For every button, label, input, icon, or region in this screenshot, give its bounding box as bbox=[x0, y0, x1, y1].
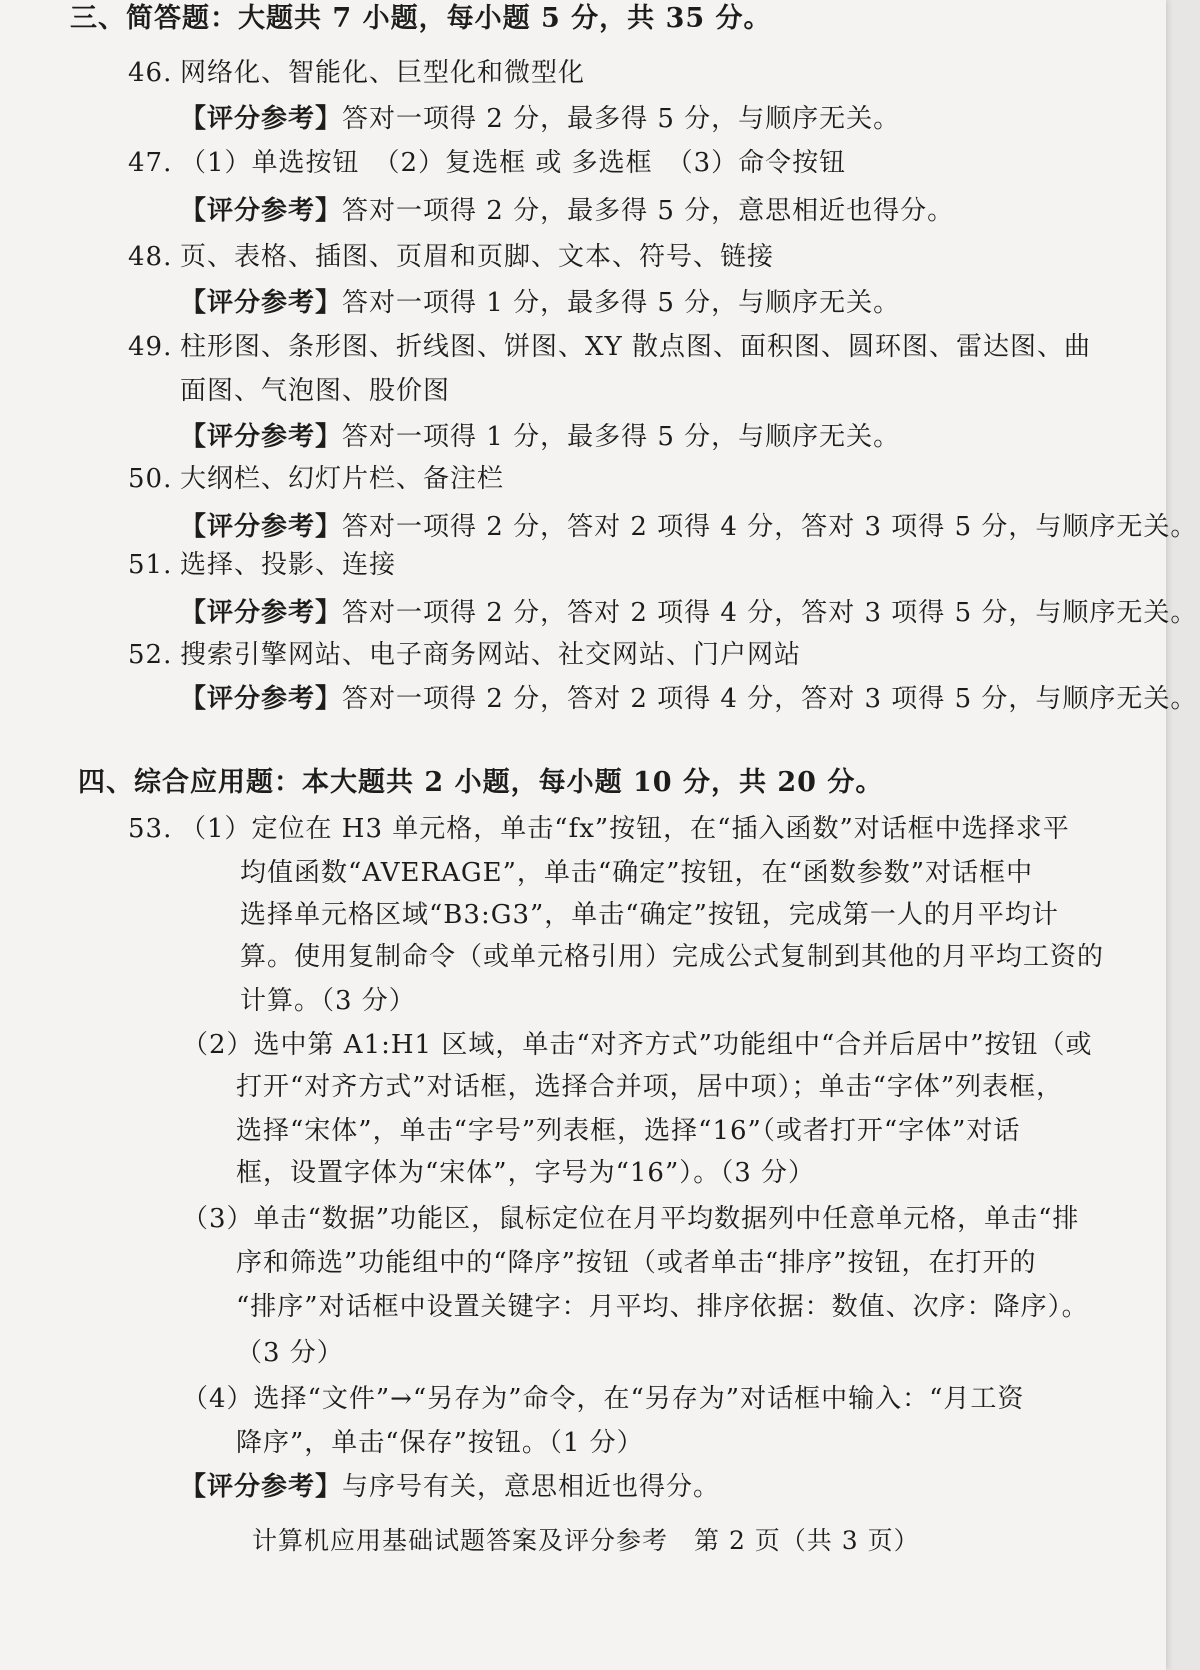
q51-scoring-reference bbox=[180, 596, 1197, 630]
q53-p4-line1: （4）选择“文件”→“另存为”命令，在“另存为”对话框中输入：“月工资 bbox=[182, 1384, 1025, 1414]
q49-number: 49. bbox=[128, 332, 173, 362]
q47-number: 47. bbox=[128, 148, 173, 178]
q53-p3-line4: （3 分） bbox=[236, 1338, 344, 1368]
q50-ref-label: 【评分参考】 bbox=[180, 512, 343, 542]
q48-number: 48. bbox=[128, 242, 173, 272]
q50-scoring-reference bbox=[180, 510, 1197, 544]
q53-p1-line2: 均值函数“AVERAGE”，单击“确定”按钮，在“函数参数”对话框中 bbox=[240, 858, 1034, 888]
q49-ref-text: 答对一项得 1 分，最多得 5 分，与顺序无关。 bbox=[342, 422, 901, 452]
q53-ref-label: 【评分参考】 bbox=[180, 1472, 343, 1502]
q53-number: 53. bbox=[128, 814, 173, 844]
q50-ref-text: 答对一项得 2 分，答对 2 项得 4 分，答对 3 项得 5 分，与顺序无关。 bbox=[342, 512, 1198, 542]
q53-ref-text: 与序号有关，意思相近也得分。 bbox=[342, 1472, 721, 1502]
q47-answer bbox=[128, 146, 846, 180]
q53-p1-line3: 选择单元格区域“B3:G3”，单击“确定”按钮，完成第一人的月平均计 bbox=[240, 900, 1059, 930]
q53-p2-line2: 打开“对齐方式”对话框，选择合并项，居中项）；单击“字体”列表框， bbox=[236, 1072, 1064, 1102]
q53-p3-line2: 序和筛选”功能组中的“降序”按钮（或者单击“排序”按钮，在打开的 bbox=[236, 1248, 1037, 1278]
q53-p1-line5: 计算。（3 分） bbox=[240, 986, 416, 1016]
q49-answer-line1 bbox=[128, 330, 1091, 364]
q53-p4-line2: 降序”，单击“保存”按钮。（1 分） bbox=[236, 1428, 644, 1458]
q51-answer-text: 选择、投影、连接 bbox=[180, 550, 397, 580]
q49-ref-label: 【评分参考】 bbox=[180, 422, 343, 452]
q50-answer-text: 大纲栏、幻灯片栏、备注栏 bbox=[180, 464, 505, 494]
q52-number: 52. bbox=[128, 640, 173, 670]
q51-ref-label: 【评分参考】 bbox=[180, 598, 343, 628]
q53-p1-text-1: （1）定位在 H3 单元格，单击“fx”按钮，在“插入函数”对话框中选择求平 bbox=[180, 814, 1070, 844]
q48-scoring-reference bbox=[180, 286, 900, 320]
q53-p2-line3: 选择“宋体”，单击“字号”列表框，选择“16”（或者打开“字体”对话 bbox=[236, 1116, 1021, 1146]
q51-number: 51. bbox=[128, 550, 173, 580]
q52-scoring-reference bbox=[180, 682, 1197, 716]
q46-answer-text: 网络化、智能化、巨型化和微型化 bbox=[180, 58, 586, 88]
q52-answer bbox=[128, 638, 801, 672]
q48-ref-label: 【评分参考】 bbox=[180, 288, 343, 318]
q46-number: 46. bbox=[128, 58, 173, 88]
q46-answer bbox=[128, 56, 585, 90]
section4-heading: 四、综合应用题：本大题共 2 小题，每小题 10 分，共 20 分。 bbox=[78, 767, 884, 798]
q46-scoring-reference bbox=[180, 102, 900, 136]
q53-p1-line1 bbox=[128, 812, 1070, 846]
q49-answer-text-1: 柱形图、条形图、折线图、饼图、XY 散点图、面积图、圆环图、雷达图、曲 bbox=[180, 332, 1091, 362]
q48-answer bbox=[128, 240, 774, 274]
q53-p2-line1: （2）选中第 A1:H1 区域，单击“对齐方式”功能组中“合并后居中”按钮（或 bbox=[182, 1030, 1093, 1060]
q47-answer-text: （1）单选按钮 （2）复选框 或 多选框 （3）命令按钮 bbox=[180, 148, 847, 178]
q53-p3-line3: “排序”对话框中设置关键字：月平均、排序依据：数值、次序：降序）。 bbox=[236, 1292, 1089, 1322]
q52-ref-label: 【评分参考】 bbox=[180, 684, 343, 714]
q53-p3-line1: （3）单击“数据”功能区，鼠标定位在月平均数据列中任意单元格，单击“排 bbox=[182, 1204, 1080, 1234]
q49-answer-line2: 面图、气泡图、股价图 bbox=[180, 376, 451, 406]
q50-answer bbox=[128, 462, 504, 496]
q53-p2-line4: 框，设置字体为“宋体”，字号为“16”）。（3 分） bbox=[236, 1158, 816, 1188]
q46-ref-text: 答对一项得 2 分，最多得 5 分，与顺序无关。 bbox=[342, 104, 901, 134]
q52-ref-text: 答对一项得 2 分，答对 2 项得 4 分，答对 3 项得 5 分，与顺序无关。 bbox=[342, 684, 1198, 714]
q47-ref-label: 【评分参考】 bbox=[180, 196, 343, 226]
q48-answer-text: 页、表格、插图、页眉和页脚、文本、符号、链接 bbox=[180, 242, 775, 272]
q51-answer bbox=[128, 548, 396, 582]
q53-p1-line4: 算。使用复制命令（或单元格引用）完成公式复制到其他的月平均工资的 bbox=[240, 942, 1105, 972]
q50-number: 50. bbox=[128, 464, 173, 494]
q47-scoring-reference bbox=[180, 194, 954, 228]
page-footer: 计算机应用基础试题答案及评分参考 第 2 页（共 3 页） bbox=[252, 1526, 920, 1555]
q48-ref-text: 答对一项得 1 分，最多得 5 分，与顺序无关。 bbox=[342, 288, 901, 318]
q46-ref-label: 【评分参考】 bbox=[180, 104, 343, 134]
q52-answer-text: 搜索引擎网站、电子商务网站、社交网站、门户网站 bbox=[180, 640, 802, 670]
q49-scoring-reference bbox=[180, 420, 900, 454]
section3-heading: 三、简答题：大题共 7 小题，每小题 5 分，共 35 分。 bbox=[70, 3, 772, 34]
q47-ref-text: 答对一项得 2 分，最多得 5 分，意思相近也得分。 bbox=[342, 196, 955, 226]
q53-scoring-reference bbox=[180, 1470, 720, 1504]
q51-ref-text: 答对一项得 2 分，答对 2 项得 4 分，答对 3 项得 5 分，与顺序无关。 bbox=[342, 598, 1198, 628]
